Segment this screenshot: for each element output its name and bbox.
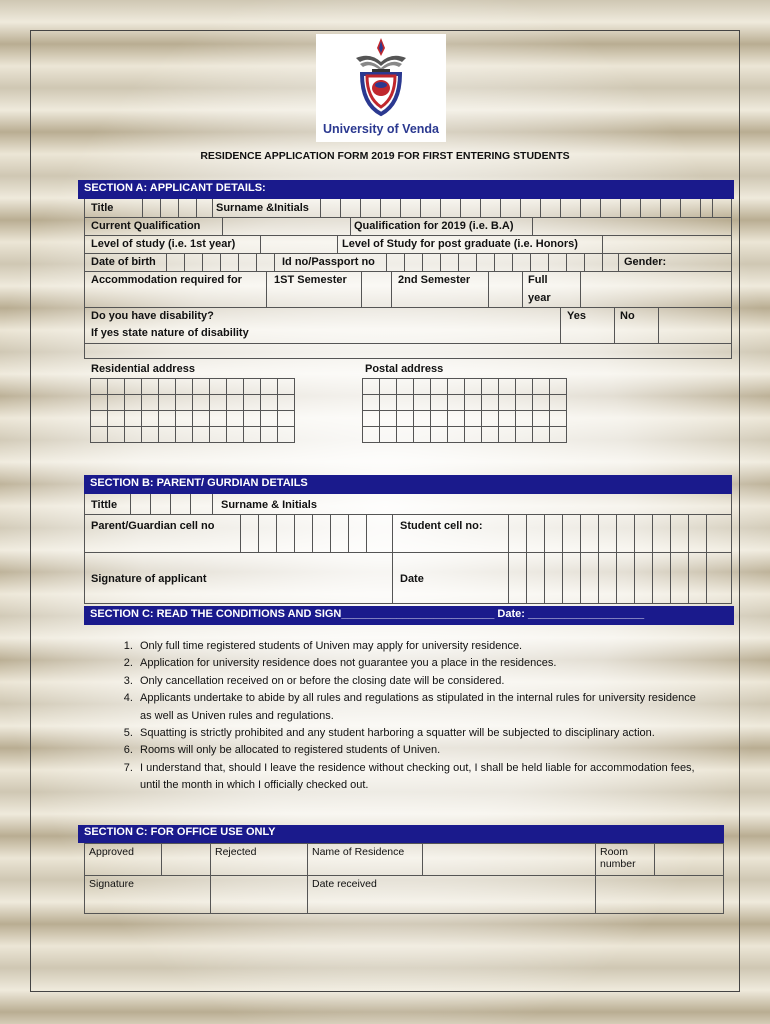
parent-cell-label: Parent/Guardian cell no	[91, 520, 215, 532]
room-number-label: Room number	[596, 844, 655, 876]
condition-item: 3. Only cancellation received on or before the closing date will be considered.	[136, 673, 696, 690]
surname-label: Surname &Initials	[216, 202, 309, 214]
signature-applicant-label: Signature of applicant	[91, 573, 207, 585]
residential-address-grid[interactable]	[90, 378, 295, 443]
condition-item: 4. Applicants undertake to abide by all rules and regulations as stipulated in the internal rules for university residence as well as Univen rules and regulations.	[136, 690, 696, 725]
postal-address-label: Postal address	[365, 363, 444, 375]
section-a-header: SECTION A: APPLICANT DETAILS:	[78, 180, 734, 199]
full-year-label-2: year	[528, 292, 551, 304]
semester-1-label: 1ST Semester	[274, 274, 347, 286]
condition-item: 1. Only full time registered students of Univen may apply for university residence.	[136, 638, 696, 655]
section-b-header: SECTION B: PARENT/ GURDIAN DETAILS	[84, 475, 732, 494]
conditions-list	[112, 638, 696, 795]
semester-2-label: 2nd Semester	[398, 274, 471, 286]
approved-box[interactable]	[162, 844, 211, 876]
disability-no-label: No	[620, 310, 635, 322]
rejected-label: Rejected	[211, 844, 308, 876]
approved-label: Approved	[85, 844, 162, 876]
parent-surname-label: Surname & Initials	[221, 499, 317, 511]
level-postgrad-label: Level of Study for post graduate (i.e. Honors)	[342, 238, 578, 250]
date-received-box[interactable]	[596, 876, 724, 914]
disability-nature-label: If yes state nature of disability	[91, 327, 249, 339]
tittle-label: Tittle	[91, 499, 118, 511]
disability-question: Do you have disability?	[91, 310, 214, 322]
disability-yes-label: Yes	[567, 310, 586, 322]
accommodation-label: Accommodation required for	[91, 274, 242, 286]
room-number-box[interactable]	[655, 844, 724, 876]
office-signature-box[interactable]	[211, 876, 308, 914]
condition-item: 7. I understand that, should I leave the residence without checking out, I shall be held liable for accommodation fees, until the month in which I officially checked out.	[136, 760, 696, 795]
university-name: University of Venda	[322, 122, 439, 136]
form-title: RESIDENCE APPLICATION FORM 2019 FOR FIRST ENTERING STUDENTS	[200, 150, 570, 162]
full-year-label: Full	[528, 274, 548, 286]
id-passport-label: Id no/Passport no	[282, 256, 375, 268]
residence-box[interactable]	[423, 844, 596, 876]
condition-item: 2. Application for university residence does not guarantee you a place in the residences.	[136, 655, 696, 672]
date-of-birth-label: Date of birth	[91, 256, 156, 268]
current-qualification-label: Current Qualification	[91, 220, 201, 232]
univen-crest-icon	[352, 36, 410, 120]
date-label: Date	[400, 573, 424, 585]
office-use-header: SECTION C: FOR OFFICE USE ONLY	[78, 825, 724, 843]
gender-label: Gender:	[624, 256, 667, 268]
residential-address-label: Residential address	[91, 363, 195, 375]
postal-address-grid[interactable]	[362, 378, 567, 443]
level-of-study-label: Level of study (i.e. 1st year)	[91, 238, 236, 250]
student-cell-label: Student cell no:	[400, 520, 483, 532]
office-use-table	[84, 843, 724, 914]
university-logo	[316, 34, 446, 142]
name-of-residence-label: Name of Residence	[308, 844, 423, 876]
date-received-label: Date received	[308, 876, 596, 914]
section-c-header: SECTION C: READ THE CONDITIONS AND SIGN_________________________ Date: ___________________	[84, 606, 734, 625]
condition-item: 5. Squatting is strictly prohibited and any student harboring a squatter will be subjected to disciplinary action.	[136, 725, 696, 742]
qualification-2019-label: Qualification for 2019 (i.e. B.A)	[354, 220, 514, 232]
office-signature-label: Signature	[85, 876, 211, 914]
condition-item: 6. Rooms will only be allocated to registered students of Univen.	[136, 742, 696, 759]
title-label: Title	[91, 202, 114, 214]
